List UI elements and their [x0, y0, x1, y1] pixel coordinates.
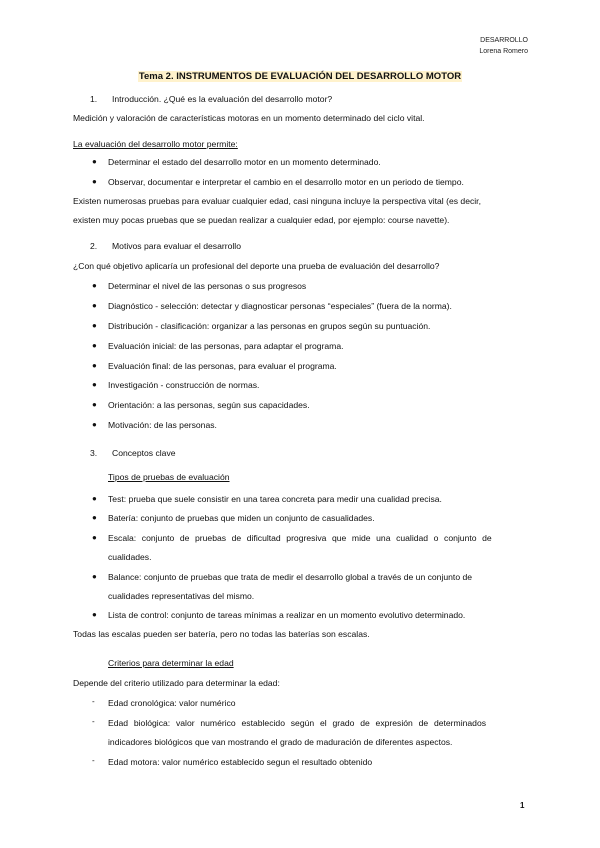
section-1-subheading: La evaluación del desarrollo motor permite: [73, 139, 238, 149]
list-item: Lista de control: conjunto de tareas mínimas a realizar en un momento evolutivo determinado. [108, 610, 466, 620]
bullet-icon: ● [92, 321, 97, 330]
list-item: Evaluación final: de las personas, para evaluar el programa. [108, 361, 337, 371]
page-number: 1 [520, 801, 525, 810]
list-item: Test: prueba que suele consistir en una tarea concreta para medir una cualidad precisa. [108, 494, 442, 504]
page-header [479, 35, 528, 57]
bullet-icon: ● [92, 157, 97, 166]
section-1-heading: 1. Introducción. ¿Qué es la evaluación del desarrollo motor? [90, 94, 333, 104]
list-item: Diagnóstico - selección: detectar y diagnosticar personas “especiales” (fuera de la norma). [108, 301, 452, 311]
list-item-continuation: cualidades representativas del mismo. [108, 591, 255, 601]
section-2-question: ¿Con qué objetivo aplicaría un profesional del deporte una prueba de evaluación del desarrollo? [73, 261, 440, 271]
list-item: Escala: conjunto de pruebas de dificultad progresiva que mide una cualidad o conjunto de [108, 533, 492, 543]
bullet-icon: ● [92, 494, 97, 503]
list-item-continuation: cualidades. [108, 552, 152, 562]
dash-icon: - [92, 756, 95, 765]
list-item: Edad motora: valor numérico establecido segun el resultado obtenido [108, 757, 373, 767]
list-item: Evaluación inicial: de las personas, para adaptar el programa. [108, 341, 344, 351]
header-subject: DESARROLLO [480, 37, 528, 44]
bullet-icon: ● [92, 610, 97, 619]
list-item: Observar, documentar e interpretar el cambio en el desarrollo motor en un periodo de tiempo. [108, 177, 464, 187]
section-3-heading: 3. Conceptos clave [90, 448, 176, 458]
header-author: Lorena Romero [479, 48, 528, 55]
bullet-icon: ● [92, 301, 97, 310]
bullet-icon: ● [92, 177, 97, 186]
bullet-icon: ● [92, 380, 97, 389]
bullet-icon: ● [92, 513, 97, 522]
dash-icon: - [92, 697, 95, 706]
criterios-intro: Depende del criterio utilizado para determinar la edad: [73, 678, 280, 688]
section-1-definition: Medición y valoración de características motoras en un momento determinado del ciclo vital. [73, 113, 425, 123]
paragraph-line: existen muy pocas pruebas que se puedan realizar a cualquier edad, por ejemplo: course navette). [73, 215, 450, 225]
bullet-icon: ● [92, 361, 97, 370]
bullet-icon: ● [92, 572, 97, 581]
list-item: Distribución - clasificación: organizar a las personas en grupos según su puntuación. [108, 321, 431, 331]
list-item: Determinar el estado del desarrollo motor en un momento determinado. [108, 157, 381, 167]
bullet-icon: ● [92, 420, 97, 429]
bullet-icon: ● [92, 281, 97, 290]
list-item: Balance: conjunto de pruebas que trata de medir el desarrollo global a través de un conjunto de [108, 572, 473, 582]
paragraph-line: Existen numerosas pruebas para evaluar cualquier edad, casi ninguna incluye la perspectiva vital (es decir, [73, 196, 481, 206]
list-item: Motivación: de las personas. [108, 420, 217, 430]
criterios-subheading: Criterios para determinar la edad [108, 658, 234, 668]
dash-icon: - [92, 717, 95, 726]
list-item-continuation: indicadores biológicos que van mostrando el grado de maduración de diferentes aspectos. [108, 737, 453, 747]
section-2-heading: 2. Motivos para evaluar el desarrollo [90, 241, 241, 251]
list-item: Batería: conjunto de pruebas que miden un conjunto de casualidades. [108, 513, 375, 523]
bullet-icon: ● [92, 400, 97, 409]
bullet-icon: ● [92, 533, 97, 542]
list-item: Edad cronológica: valor numérico [108, 698, 236, 708]
list-item: Determinar el nivel de las personas o sus progresos [108, 281, 307, 291]
note-paragraph: Todas las escalas pueden ser batería, pero no todas las baterías son escalas. [73, 629, 370, 639]
list-item: Orientación: a las personas, según sus capacidades. [108, 400, 310, 410]
tipos-subheading: Tipos de pruebas de evaluación [108, 472, 230, 482]
bullet-icon: ● [92, 341, 97, 350]
list-item: Investigación - construcción de normas. [108, 380, 260, 390]
document-title: Tema 2. INSTRUMENTOS DE EVALUACIÓN DEL DESARROLLO MOTOR [138, 71, 462, 82]
list-item: Edad biológica: valor numérico establecido según el grado de expresión de determinados [108, 718, 487, 728]
